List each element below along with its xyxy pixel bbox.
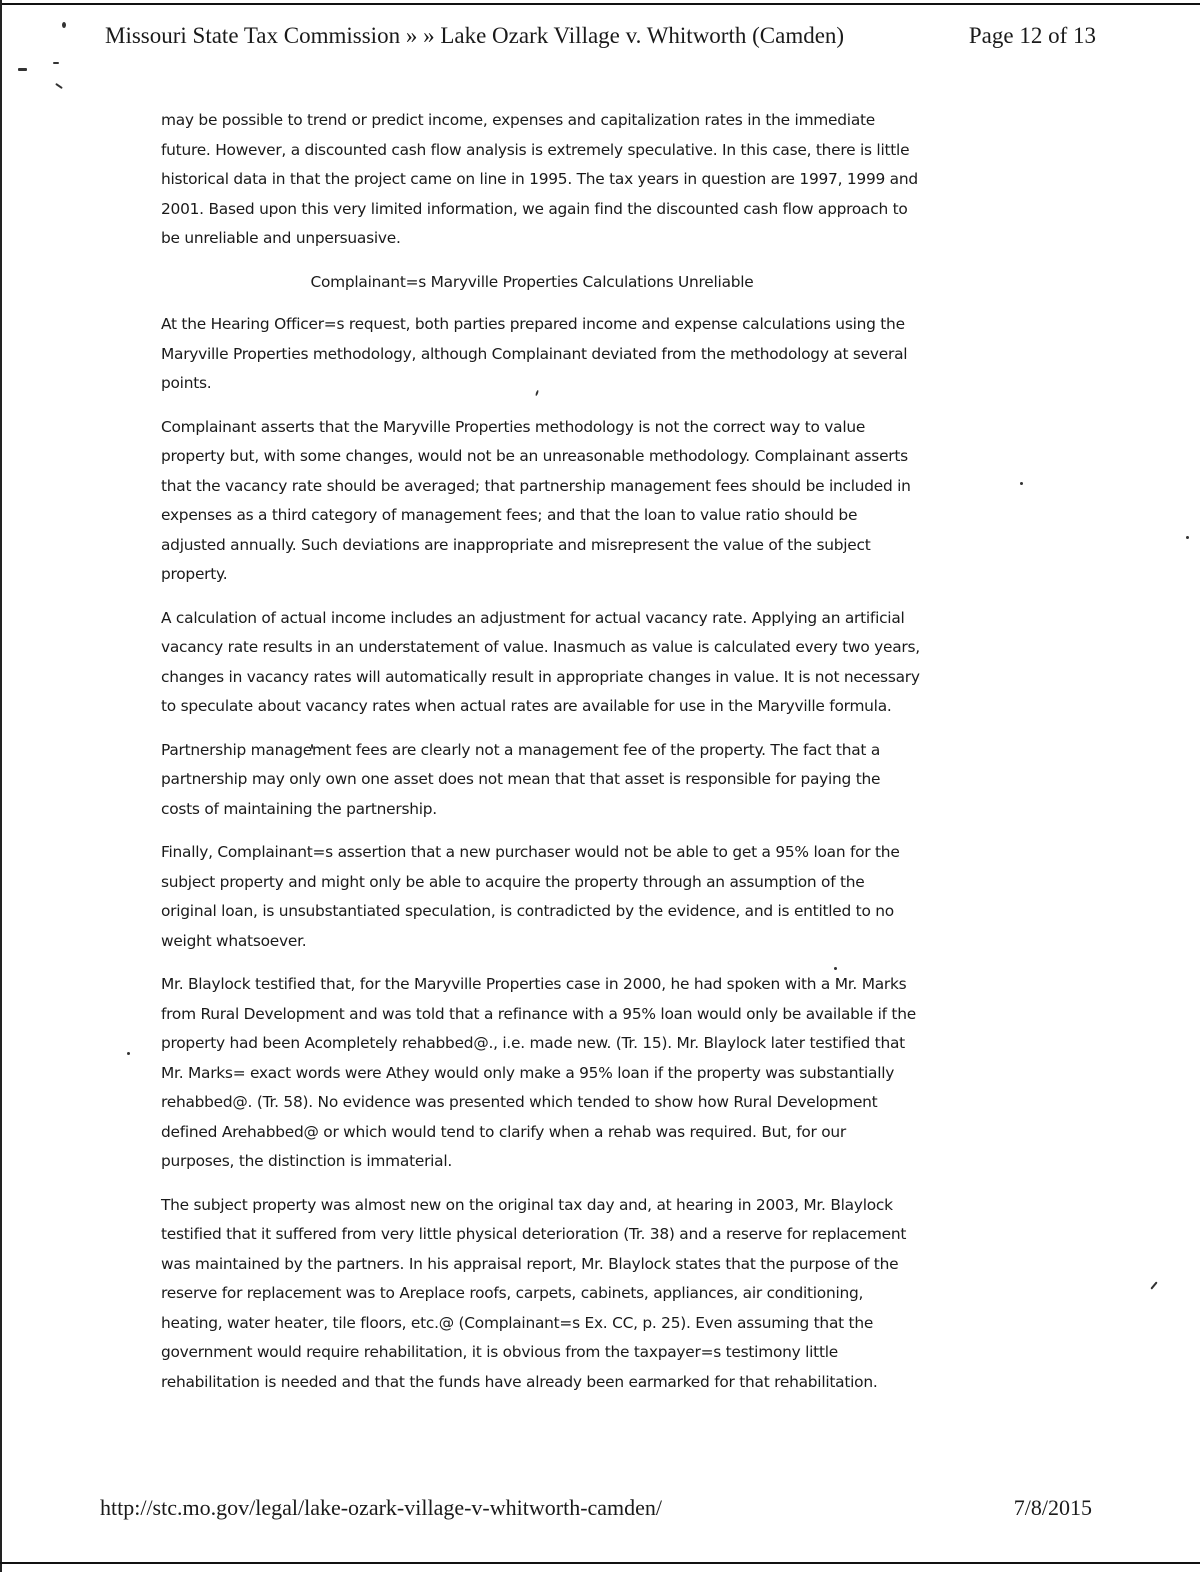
paragraph: A calculation of actual income includes an adjustment for actual vacancy rate. Applying an artificial vacancy rate results in an understatement of value. Inasmuch as value is calculated every two years, changes in vacancy rates will automatically result in appropriate changes in value. It is not necessary to speculate about vacancy rates when actual rates are available for use in the Maryville formula.	[161, 608, 920, 715]
scan-speck	[127, 1052, 130, 1055]
top-border-line	[0, 3, 1200, 5]
scan-speck	[62, 22, 66, 28]
paragraph: At the Hearing Officer=s request, both parties prepared income and expense calculations using the Maryville Properties methodology, although Complainant deviated from the methodology at several points.	[161, 315, 908, 392]
section-heading: Complainant=s Maryville Properties Calculations Unreliable	[310, 272, 754, 291]
paragraph: Mr. Blaylock testified that, for the Maryville Properties case in 2000, he had spoken with a Mr. Marks from Rural Development and was told that a refinance with a 95% loan would only be available if the property had been Acompletely rehabbed@., i.e. made new. (Tr. 15). Mr. Blaylock later testified that Mr. Marks= exact words were Athey would only make a 95% loan if the property was substantially rehabbed@. (Tr. 58). No evidence was presented which tended to show how Rural Development defined Arehabbed@ or which would tend to clarify when a rehab was required. But, for our purposes, the distinction is immaterial.	[161, 975, 916, 1170]
paragraph: Partnership management fees are clearly not a management fee of the property. The fact that a partnership may only own one asset does not mean that that asset is responsible for paying the costs of maintaining the partnership.	[161, 740, 881, 818]
scan-speck	[1186, 536, 1189, 539]
scan-speck	[55, 83, 63, 89]
paragraph: Finally, Complainant=s assertion that a new purchaser would not be able to get a 95% loan for the subject property and might only be able to acquire the property through an assumption of the original loan, is unsubstantiated speculation, is contradicted by the evidence, and is entitled to no weight whatsoever.	[161, 843, 900, 950]
paragraph: Complainant asserts that the Maryville Properties methodology is not the correct way to value property but, with some changes, would not be an unreasonable methodology. Complainant asserts that the vacancy rate should be averaged; that partnership management fees should be included in expenses as a third category of management fees; and that the loan to value ratio should be adjusted annually. Such deviations are inappropriate and misrepresent the value of the subject property.	[161, 417, 911, 583]
paragraph: may be possible to trend or predict income, expenses and capitalization rates in the immediate future. However, a discounted cash flow analysis is extremely speculative. In this case, there is little historical data in that the project came on line in 1995. The tax years in question are 1997, 1999 and 2001. Based upon this very limited information, we again find the discounted cash flow approach to be unreliable and unpersuasive.	[161, 111, 918, 247]
page-number: Page 12 of 13	[968, 23, 1096, 48]
footer-url: http://stc.mo.gov/legal/lake-ozark-village-v-whitworth-camden/	[100, 1495, 663, 1520]
scan-speck	[1020, 482, 1023, 485]
scan-speck	[1150, 1281, 1157, 1289]
scan-speck	[53, 62, 59, 64]
footer-date: 7/8/2015	[1013, 1495, 1092, 1520]
bottom-border-line	[0, 1562, 1200, 1564]
page-header-title: Missouri State Tax Commission » » Lake Ozark Village v. Whitworth (Camden)	[105, 23, 845, 48]
scan-speck	[18, 68, 27, 71]
paragraph: The subject property was almost new on the original tax day and, at hearing in 2003, Mr. Blaylock testified that it suffered from very little physical deterioration (Tr. 38) and a reserve for replacement was maintained by the partners. In his appraisal report, Mr. Blaylock states that the purpose of the reserve for replacement was to Areplace roofs, carpets, cabinets, appliances, air conditioning, heating, water heater, tile floors, etc.@ (Complainant=s Ex. CC, p. 25). Even assuming that the government would require rehabilitation, it is obvious from the taxpayer=s testimony little rehabilitation is needed and that the funds have already been earmarked for that rehabilitation.	[161, 1195, 907, 1391]
document-body	[161, 106, 921, 1411]
left-border-line	[0, 0, 2, 1572]
